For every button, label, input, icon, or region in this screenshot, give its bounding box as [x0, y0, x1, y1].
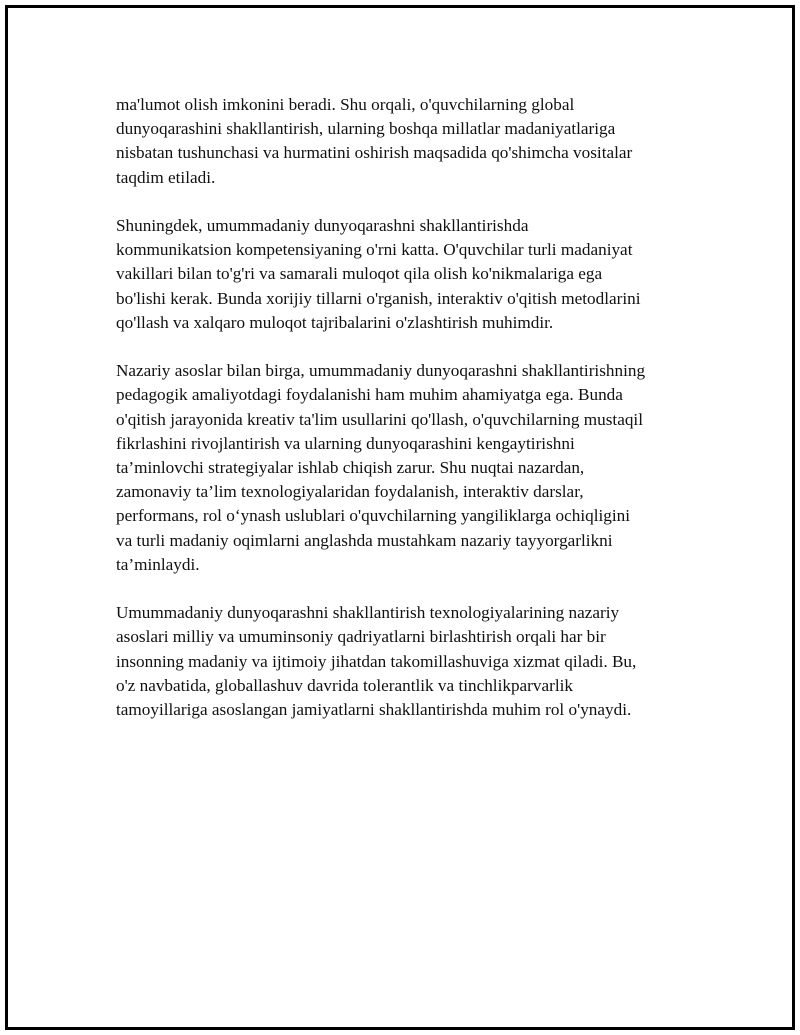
text-line: zamonaviy ta’lim texnologiyalaridan foydalanish, interaktiv darslar, [116, 482, 584, 502]
text-line: vakillari bilan to'g'ri va samarali muloqot qila olish ko'nikmalariga ega [116, 264, 603, 284]
text-line: asoslari milliy va umuminsoniy qadriyatlarni birlashtirish orqali har bir [116, 627, 606, 647]
text-line: qo'llash va xalqaro muloqot tajribalarini o'zlashtirish muhimdir. [116, 312, 554, 332]
paragraph-4 [116, 601, 696, 722]
text-line: Shuningdek, umummadaniy dunyoqarashni shakllantirishda [116, 216, 529, 235]
document-body [116, 93, 696, 746]
text-line: ta’minlovchi strategiyalar ishlab chiqish zarur. Shu nuqtai nazardan, [116, 458, 585, 478]
text-line: insonning madaniy va ijtimoiy jihatdan takomillashuviga xizmat qiladi. Bu, [116, 651, 637, 671]
text-line: o'qitish jarayonida kreativ ta'lim usullarini qo'llash, o'quvchilarning mustaqil [116, 409, 643, 429]
text-line: tamoyillariga asoslangan jamiyatlarni shakllantirishda muhim rol o'ynaydi. [116, 700, 632, 720]
text-line: taqdim etiladi. [116, 167, 216, 187]
text-line: ma'lumot olish imkonini beradi. Shu orqali, o'quvchilarning global [116, 95, 575, 114]
text-line: performans, rol o‘ynash uslublari o'quvchilarning yangiliklarga ochiqligini [116, 506, 630, 526]
text-line: bo'lishi kerak. Bunda xorijiy tillarni o'rganish, interaktiv o'qitish metodlarini [116, 288, 641, 308]
paragraph-1 [116, 93, 696, 190]
text-line: pedagogik amaliyotdagi foydalanishi ham muhim ahamiyatga ega. Bunda [116, 385, 623, 405]
text-line: nisbatan tushunchasi va hurmatini oshirish maqsadida qo'shimcha vositalar [116, 143, 633, 163]
text-line: Umummadaniy dunyoqarashni shakllantirish texnologiyalarining nazariy [116, 603, 620, 623]
text-line: kommunikatsion kompetensiyaning o'rni katta. O'quvchilar turli madaniyat [116, 240, 633, 260]
paragraph-3 [116, 359, 696, 577]
text-line: fikrlashini rivojlantirish va ularning dunyoqarashini kengaytirishni [116, 433, 575, 453]
text-line: dunyoqarashini shakllantirish, ularning boshqa millatlar madaniyatlariga [116, 119, 616, 139]
text-line: o'z navbatida, globallashuv davrida tolerantlik va tinchlikparvarlik [116, 675, 573, 695]
paragraph-2 [116, 214, 696, 335]
text-line: va turli madaniy oqimlarni anglashda mustahkam nazariy tayyorgarlikni [116, 530, 613, 550]
text-line: ta’minlaydi. [116, 554, 200, 574]
text-line: Nazariy asoslar bilan birga, umummadaniy dunyoqarashni shakllantirishning [116, 361, 646, 381]
